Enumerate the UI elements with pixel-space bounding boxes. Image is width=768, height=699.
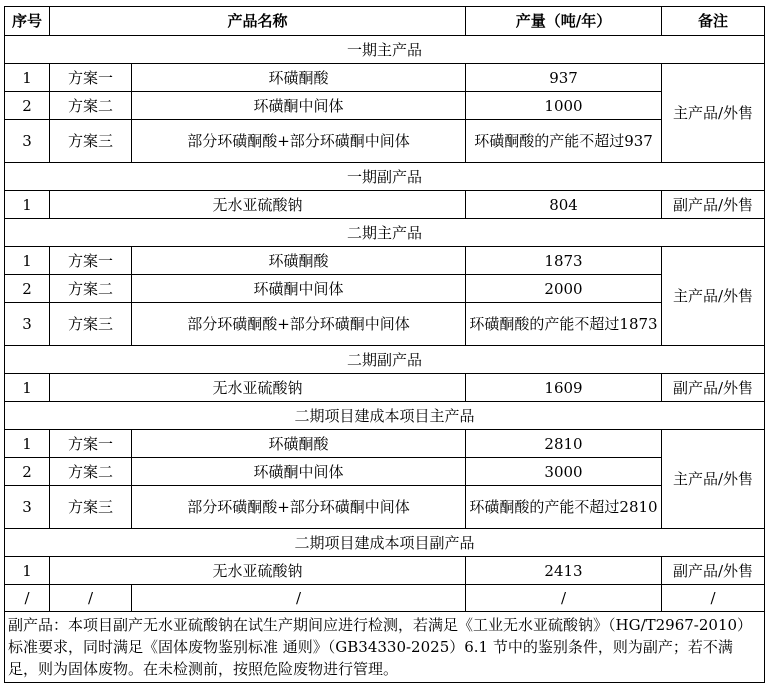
- output-cell: 环磺酮酸的产能不超过2810: [466, 486, 662, 529]
- note-row: [5, 612, 765, 683]
- section-title-row: [5, 346, 765, 374]
- section-title: 二期项目建成本项目副产品: [5, 529, 765, 557]
- plan-cell: 方案一: [50, 64, 132, 92]
- slash-cell: /: [132, 585, 466, 612]
- output-cell: 2000: [466, 275, 662, 303]
- section-title-row: [5, 529, 765, 557]
- table-row: [5, 486, 765, 529]
- remark-cell: 副产品/外售: [662, 191, 765, 219]
- output-cell: 2413: [466, 557, 662, 585]
- seq-cell: 1: [5, 430, 50, 458]
- plan-cell: 方案三: [50, 486, 132, 529]
- product-cell: 环磺酮酸: [132, 247, 466, 275]
- remark-cell: 副产品/外售: [662, 557, 765, 585]
- slash-cell: /: [466, 585, 662, 612]
- slash-row: [5, 585, 765, 612]
- remark-cell: 主产品/外售: [662, 430, 765, 529]
- plan-cell: 方案三: [50, 120, 132, 163]
- seq-cell: 3: [5, 303, 50, 346]
- header-output: 产量（吨/年）: [466, 7, 662, 36]
- slash-cell: /: [50, 585, 132, 612]
- section-title: 一期主产品: [5, 36, 765, 64]
- section-title: 二期副产品: [5, 346, 765, 374]
- output-cell: 1000: [466, 92, 662, 120]
- product-cell: 环磺酮酸: [132, 64, 466, 92]
- seq-cell: 2: [5, 275, 50, 303]
- section-title-row: [5, 163, 765, 191]
- header-row: [5, 7, 765, 36]
- seq-cell: 1: [5, 247, 50, 275]
- seq-cell: 1: [5, 191, 50, 219]
- product-cell: 无水亚硫酸钠: [50, 557, 466, 585]
- plan-cell: 方案一: [50, 247, 132, 275]
- table-row: [5, 247, 765, 275]
- output-cell: 1873: [466, 247, 662, 275]
- section-title-row: [5, 219, 765, 247]
- product-cell: 无水亚硫酸钠: [50, 374, 466, 402]
- seq-cell: 2: [5, 458, 50, 486]
- remark-cell: 主产品/外售: [662, 64, 765, 163]
- output-cell: 2810: [466, 430, 662, 458]
- table-row: [5, 430, 765, 458]
- output-cell: 804: [466, 191, 662, 219]
- header-name: 产品名称: [50, 7, 466, 36]
- seq-cell: 3: [5, 120, 50, 163]
- slash-cell: /: [662, 585, 765, 612]
- output-cell: 环磺酮酸的产能不超过937: [466, 120, 662, 163]
- table-row: [5, 374, 765, 402]
- plan-cell: 方案一: [50, 430, 132, 458]
- remark-cell: 主产品/外售: [662, 247, 765, 346]
- product-table: [4, 6, 765, 683]
- seq-cell: 1: [5, 557, 50, 585]
- product-cell: 环磺酮中间体: [132, 92, 466, 120]
- section-title: 二期主产品: [5, 219, 765, 247]
- table-row: [5, 275, 765, 303]
- table-row: [5, 303, 765, 346]
- table-row: [5, 92, 765, 120]
- section-title-row: [5, 36, 765, 64]
- product-cell: 部分环磺酮酸+部分环磺酮中间体: [132, 486, 466, 529]
- output-cell: 1609: [466, 374, 662, 402]
- output-cell: 937: [466, 64, 662, 92]
- slash-cell: /: [5, 585, 50, 612]
- seq-cell: 2: [5, 92, 50, 120]
- output-cell: 环磺酮酸的产能不超过1873: [466, 303, 662, 346]
- product-cell: 环磺酮中间体: [132, 458, 466, 486]
- seq-cell: 3: [5, 486, 50, 529]
- plan-cell: 方案二: [50, 458, 132, 486]
- table-row: [5, 120, 765, 163]
- section-title: 二期项目建成本项目主产品: [5, 402, 765, 430]
- section-title-row: [5, 402, 765, 430]
- product-cell: 部分环磺酮酸+部分环磺酮中间体: [132, 120, 466, 163]
- output-cell: 3000: [466, 458, 662, 486]
- product-cell: 无水亚硫酸钠: [50, 191, 466, 219]
- table-row: [5, 557, 765, 585]
- remark-cell: 副产品/外售: [662, 374, 765, 402]
- header-seq: 序号: [5, 7, 50, 36]
- section-title: 一期副产品: [5, 163, 765, 191]
- seq-cell: 1: [5, 374, 50, 402]
- plan-cell: 方案二: [50, 92, 132, 120]
- table-row: [5, 191, 765, 219]
- note-text: 副产品：本项目副产无水亚硫酸钠在试生产期间应进行检测，若满足《工业无水亚硫酸钠》（HG/T2967-2010）标准要求，同时满足《固体废物鉴别标准 通则》（GB34330-2025）6.1 节中的鉴别条件，则为副产；若不满足，则为固体废物。在未检测前，按照危险废物进行管理。: [5, 612, 765, 683]
- header-remark: 备注: [662, 7, 765, 36]
- product-cell: 环磺酮中间体: [132, 275, 466, 303]
- table-row: [5, 458, 765, 486]
- product-cell: 部分环磺酮酸+部分环磺酮中间体: [132, 303, 466, 346]
- plan-cell: 方案二: [50, 275, 132, 303]
- table-row: [5, 64, 765, 92]
- seq-cell: 1: [5, 64, 50, 92]
- product-cell: 环磺酮酸: [132, 430, 466, 458]
- plan-cell: 方案三: [50, 303, 132, 346]
